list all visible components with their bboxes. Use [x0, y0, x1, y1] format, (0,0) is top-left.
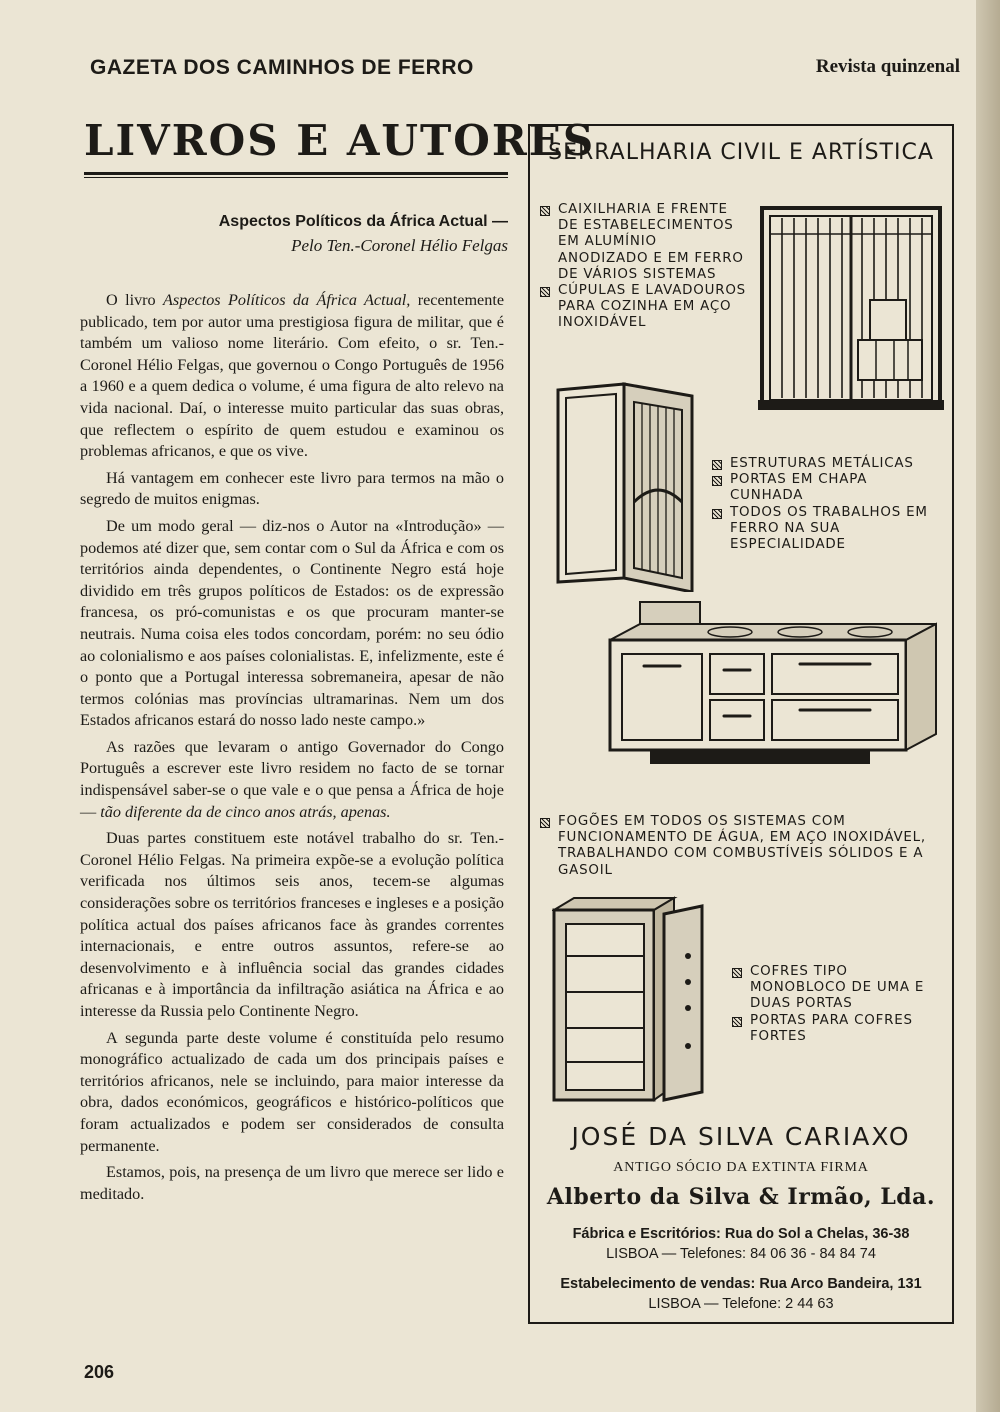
advertisement	[528, 124, 954, 1324]
article-body	[80, 290, 504, 1210]
title-rule	[84, 172, 508, 178]
paragraph: Duas partes constituem este notável trabalho do sr. Ten.-Coronel Hélio Felgas. Na primeira expõe-se a evolução política verificada nos últimos seis anos, tecem-se algumas considerações sobre os territórios franceses e ingleses e a posição política actual dos países africanos face às grandes correntes internacionais, e entre outros assuntos, refere-se ao desenvolvimento e à influência social das grandes cidades africanas e à importância da infiltração asiática na África e ao interesse da Russia pelo Continente Negro.	[80, 829, 504, 1020]
former-partner-note: ANTIGO SÓCIO DA EXTINTA FIRMA	[613, 1160, 869, 1175]
ad-list-structures	[710, 456, 942, 553]
ad-item: ESTRUTURAS METÁLICAS	[710, 456, 942, 472]
shop-phone: LISBOA — Telefone: 2 44 63	[648, 1296, 834, 1312]
ad-item: COFRES TIPO MONOBLOCO DE UMA E DUAS PORTAS	[730, 964, 944, 1013]
ad-item: FOGÕES EM TODOS OS SISTEMAS COM FUNCIONAMENTO DE ÁGUA, EM AÇO INOXIDÁVEL, TRABALHANDO COM COMBUSTÍVEIS SÓLIDOS E A GASOIL	[538, 814, 944, 879]
shop-address: Estabelecimento de vendas: Rua Arco Bandeira, 131	[560, 1276, 922, 1292]
book-heading	[84, 210, 508, 258]
text-run: As razões que levaram o antigo Governador do Congo Português a escrever este livro residem no facto de se tornar indispensável saber-se o que vale e o que pensa a África de hoje —	[80, 737, 504, 821]
paragraph: A segunda parte deste volume é constituída pelo resumo monográfico actualizado de cada um dos principais países e territórios africanos, nele se incluindo, para maior interesse da obra, dados económicos, geográficos e histórico-políticos que foram actualizados e podem ser considerados de consulta permanente.	[80, 1028, 504, 1155]
publication-frequency: Revista quinzenal	[815, 56, 960, 77]
stove-illustration	[600, 600, 940, 780]
paragraph: De um modo geral — diz-nos o Autor na «Introdução» — podemos até dizer que, sem contar com o Sul da África e com os territórios ainda dependentes, o Continente Negro está hoje dividido em três grupos políticos de Estados: os de expressão francesa, os pró-comunistas e os que procuram manter-se neutrais. Numa coisa eles todos concordam, porém: no seu ódio ao colonialismo e aos países colonialistas. E, infelizmente, este é o ponto que a Portugal interessa sobremaneira, apesar de não termos colónias mas províncias ultramarinas. Nem um dos Estados africanos estará do nosso lado neste campo.»	[80, 516, 504, 730]
page-number: 206	[84, 1362, 115, 1382]
ad-item: CÚPULAS E LAVADOUROS PARA COZINHA EM AÇO INOXIDÁVEL	[538, 283, 750, 332]
paragraph	[80, 737, 504, 823]
paragraph: Há vantagem em conhecer este livro para termos na mão o segredo de muitos enigmas.	[80, 468, 504, 509]
door-illustration	[554, 382, 694, 592]
safe-illustration	[552, 896, 722, 1106]
ad-item: PORTAS PARA COFRES FORTES	[730, 1013, 944, 1045]
italic-title: Aspectos Políticos da África Actual,	[163, 291, 411, 309]
running-header	[90, 52, 960, 84]
book-title: Aspectos Políticos da África Actual —	[218, 213, 508, 230]
ad-list-windows	[538, 202, 750, 332]
publication-title: GAZETA DOS CAMINHOS DE FERRO	[90, 56, 474, 79]
ad-item: TODOS OS TRABALHOS EM FERRO NA SUA ESPECIALIDADE	[710, 505, 942, 554]
text-run: O livro	[106, 291, 164, 309]
ad-list-safes	[730, 964, 944, 1045]
former-firm-name: Alberto da Silva & Irmão, Lda.	[546, 1184, 936, 1210]
italic-phrase: tão diferente da de cinco anos atrás, apenas.	[100, 802, 391, 821]
ad-headline: SERRALHARIA CIVIL E ARTÍSTICA	[548, 140, 934, 165]
factory-address: Fábrica e Escritórios: Rua do Sol a Chelas, 36-38	[572, 1226, 910, 1242]
ad-item: PORTAS EM CHAPA CUNHADA	[710, 472, 942, 504]
paragraph	[80, 290, 504, 463]
window-grille-illustration	[758, 204, 944, 414]
ad-list-stoves	[538, 814, 944, 879]
ad-item: CAIXILHARIA E FRENTE DE ESTABELECIMENTOS EM ALUMÍNIO ANODIZADO E EM FERRO DE VÁRIOS SISTEMAS	[538, 202, 750, 283]
paragraph: Estamos, pois, na presença de um livro que merece ser lido e meditado.	[80, 1163, 504, 1203]
section-title: LIVROS E AUTORES	[84, 116, 596, 165]
text-run: recentemente publicado, tem por autor uma prestigiosa figura de militar, que é também um valioso nome literário. Com efeito, o sr. Ten.-Coronel Hélio Felgas, que governou o Congo Português de 1956 a 1960 e a quem dedica o volume, é uma figura de alto relevo na vida nacional. Daí, o interesse muito particular das suas obras, que reflectem o espírito de quem estudou e examinou os problemas africanos, e que os vive.	[80, 291, 505, 461]
page-gutter-edge	[976, 0, 1000, 1412]
book-author: Pelo Ten.-Coronel Hélio Felgas	[291, 236, 508, 255]
company-name: JOSÉ DA SILVA CARIAXO	[571, 1122, 911, 1151]
factory-phones: LISBOA — Telefones: 84 06 36 - 84 84 74	[606, 1246, 876, 1262]
